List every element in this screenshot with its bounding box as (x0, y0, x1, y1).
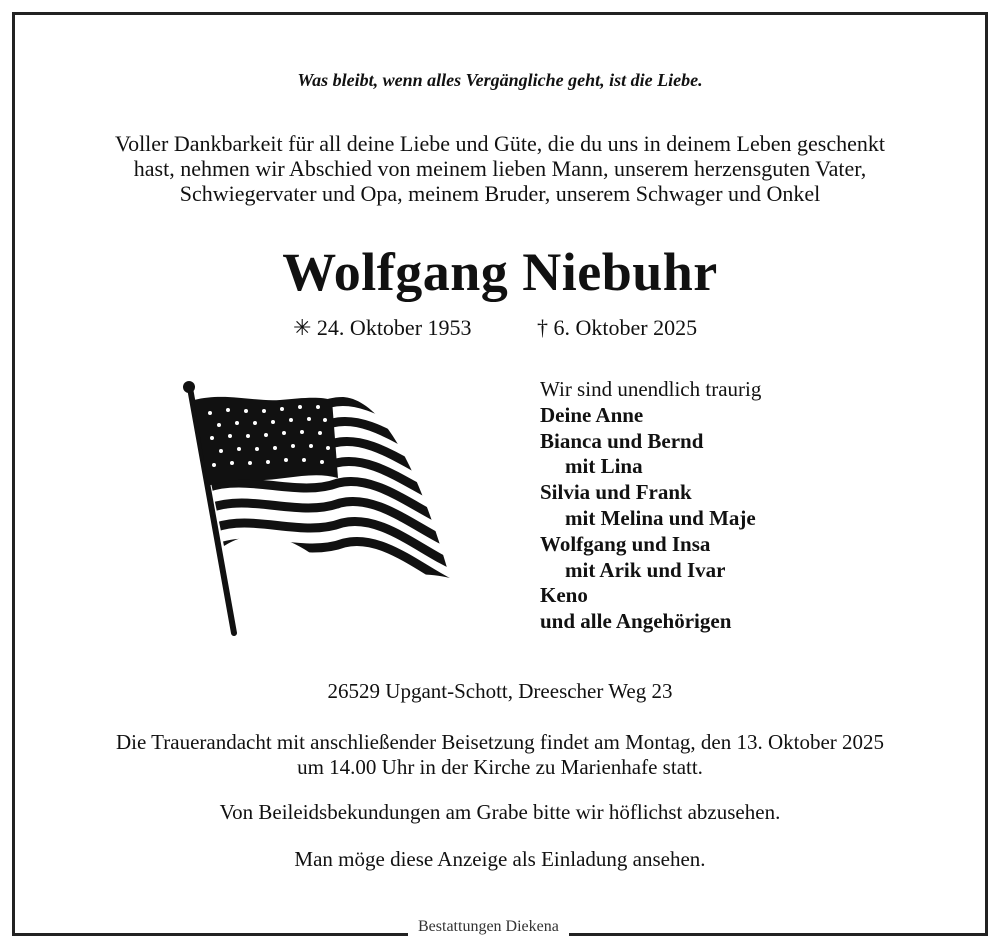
birth-date: ✳ 24. Oktober 1953 (293, 315, 472, 340)
motto: Was bleibt, wenn alles Vergängliche geht, ist die Liebe. (297, 70, 703, 90)
service-line: um 14.00 Uhr in der Kirche zu Marienhafe statt. (297, 755, 703, 779)
mourner-name: Silvia und Frank (540, 480, 692, 505)
death-date: † 6. Oktober 2025 (537, 315, 698, 340)
intro-text (60, 131, 940, 206)
us-flag-icon (180, 378, 460, 638)
mourner-name: mit Lina (565, 454, 643, 479)
funeral-home-label: Bestattungen Diekena (408, 918, 569, 936)
mourner-name: mit Melina und Maje (565, 505, 756, 530)
mourners-list (540, 377, 761, 635)
mourner-name: Deine Anne (540, 402, 644, 427)
service-line: Die Trauerandacht mit anschließender Beisetzung findet am Montag, den 13. Oktober 2025 (115, 730, 885, 754)
mourner-name: mit Arik und Ivar (565, 557, 726, 582)
condolences-note: Von Beileidsbekundungen am Grabe bitte wir höflichst abzusehen. (219, 800, 781, 824)
intro-line: hast, nehmen wir Abschied von meinem lieben Mann, unserem herzensguten Vater, (133, 156, 867, 181)
mourner-name: und alle Angehörigen (540, 609, 732, 634)
address: 26529 Upgant-Schott, Dreescher Weg 23 (327, 679, 673, 703)
deceased-name: Wolfgang Niebuhr (282, 242, 718, 302)
mourner-name: Wolfgang und Insa (540, 531, 711, 556)
intro-line: Schwiegervater und Opa, meinem Bruder, unserem Schwager und Onkel (179, 181, 821, 206)
service-info (40, 730, 960, 780)
intro-line: Voller Dankbarkeit für all deine Liebe und Güte, die du uns in deinem Leben geschenkt (115, 131, 885, 156)
mourner-name: Keno (540, 583, 588, 608)
mourners-lead: Wir sind unendlich traurig (540, 377, 762, 401)
invitation-note: Man möge diese Anzeige als Einladung ansehen. (294, 847, 706, 871)
mourner-name: Bianca und Bernd (540, 428, 704, 453)
